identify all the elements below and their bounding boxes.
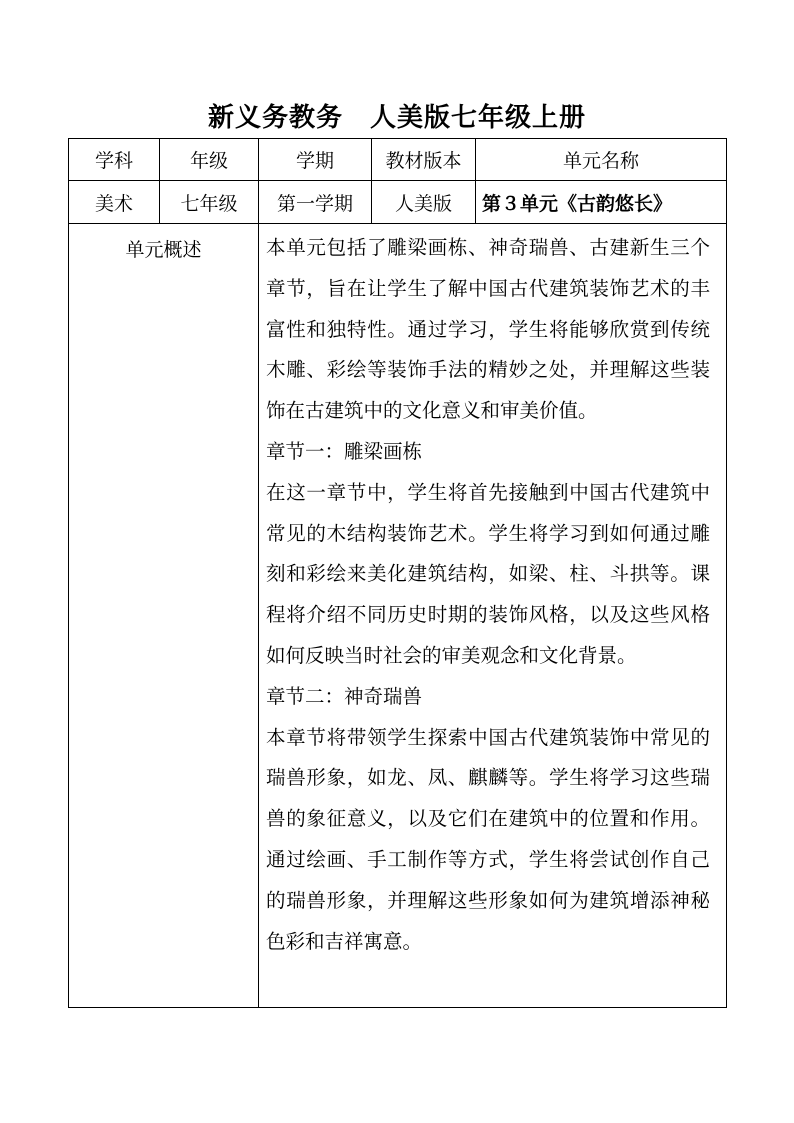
value-row (69, 181, 727, 224)
overview-label-cell (69, 224, 259, 1008)
value-grade: 七年级 (160, 181, 259, 224)
overview-content-cell (259, 224, 727, 1008)
chapter-1-paragraph: 在这一章节中，学生将首先接触到中国古代建筑中常见的木结构装饰艺术。学生将学习到如何通过雕刻和彩绘来美化建筑结构，如梁、柱、斗拱等。课程将介绍不同历史时期的装饰风格，以及这些风格如何反映当时社会的审美观念和文化背景。 (266, 480, 710, 667)
header-textbook-edition: 教材版本 (372, 139, 476, 181)
header-semester: 学期 (259, 139, 372, 181)
chapter-2-heading: 章节二：神奇瑞兽 (266, 684, 423, 708)
value-subject: 美术 (69, 181, 160, 224)
overview-label: 单元概述 (125, 239, 202, 261)
header-subject: 学科 (69, 139, 160, 181)
chapter-1-heading: 章节一：雕梁画栋 (266, 439, 423, 463)
header-row (69, 139, 727, 181)
overview-intro-paragraph: 本单元包括了雕梁画栋、神奇瑞兽、古建新生三个章节，旨在让学生了解中国古代建筑装饰艺术的丰富性和独特性。通过学习，学生将能够欣赏到传统木雕、彩绘等装饰手法的精妙之处，并理解这些装饰在古建筑中的文化意义和审美价值。 (266, 236, 710, 423)
unit-info-table (68, 138, 727, 1008)
value-unit-name: 第３单元《古韵悠长》 (476, 181, 727, 224)
header-unit-name: 单元名称 (476, 139, 727, 181)
page-title: 新义务教务 人美版七年级上册 (207, 103, 586, 133)
value-textbook-edition: 人美版 (372, 181, 476, 224)
value-semester: 第一学期 (259, 181, 372, 224)
header-grade: 年级 (160, 139, 259, 181)
overview-row (69, 224, 727, 1008)
chapter-2-paragraph: 本章节将带领学生探索中国古代建筑装饰中常见的瑞兽形象，如龙、凤、麒麟等。学生将学习这些瑞兽的象征意义，以及它们在建筑中的位置和作用。通过绘画、手工制作等方式，学生将尝试创作自己的瑞兽形象，并理解这些形象如何为建筑增添神秘色彩和吉祥寓意。 (266, 725, 710, 953)
